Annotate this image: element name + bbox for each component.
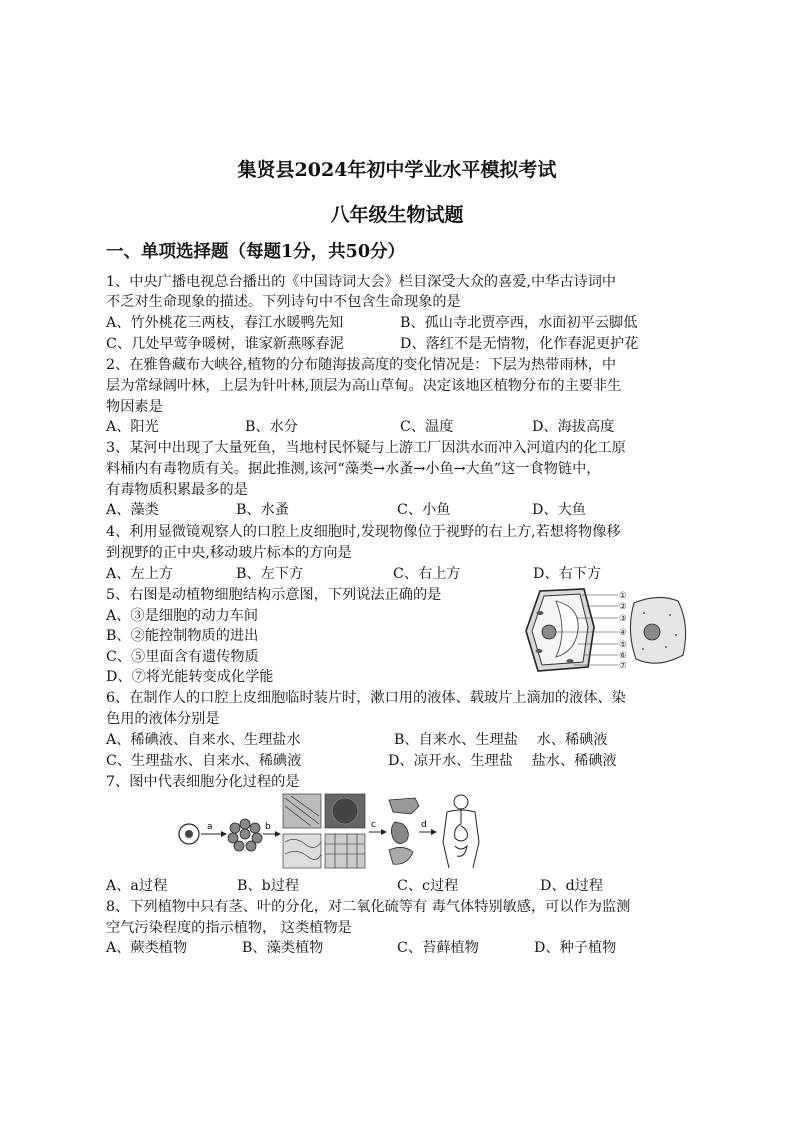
q7-option-d: D、d过程 [540, 878, 604, 894]
q1-stem-line1: 1、中央广播电视总台播出的《中国诗词大会》栏目深受大众的喜爱,中华古诗词中 [106, 274, 617, 290]
plant-cell [526, 589, 594, 671]
single-cell [179, 824, 199, 844]
q1-option-b: B、孤山寺北贾亭西，水面初平云脚低 [400, 315, 638, 331]
q1-option-a: A、竹外桃花三两枝，春江水暖鸭先知 [106, 315, 344, 331]
cell-label-1: ① [619, 591, 627, 601]
q4-stem-line1: 4、利用显微镜观察人的口腔上皮细胞时,发现物像位于视野的右上方,若想将物像移 [106, 524, 621, 540]
q2-option-a: A、阳光 [106, 419, 159, 435]
q5-option-d: D、⑦将光能转变成化学能 [106, 669, 274, 685]
q7-stem: 7、图中代表细胞分化过程的是 [106, 774, 300, 790]
q5-stem: 5、右图是动植物细胞结构示意图，下列说法正确的是 [106, 587, 442, 603]
q8-option-c: C、苔藓植物 [397, 940, 479, 956]
section-heading: 一、单项选择题（每题1分，共50分） [106, 242, 406, 262]
q6-stem-line2: 色用的液体分别是 [106, 711, 220, 727]
q2-stem-line2: 层为常绿阔叶林，上层为针叶林,顶层为高山草甸。决定该地区植物分布的主要非生 [106, 378, 622, 394]
cell-label-6: ⑥ [619, 651, 627, 661]
cell-label-7: ⑦ [619, 661, 627, 671]
q8-stem-line2: 空气污染程度的指示植物， 这类植物是 [106, 920, 352, 936]
q8-option-b: B、藻类植物 [242, 940, 324, 956]
cell-cluster [228, 819, 262, 851]
q3-stem-line2: 料桶内有毒物质有关。据此推测,该河“藻类→水蚤→小鱼→大鱼”这一食物链中， [106, 461, 601, 477]
q7-option-a: A、a过程 [106, 878, 168, 894]
q8-option-a: A、蕨类植物 [106, 940, 188, 956]
q5-option-c: C、⑤里面含有遗传物质 [106, 649, 259, 665]
cell-structure-diagram [518, 585, 693, 677]
q6-option-a: A、稀碘液、自来水、生理盐水 [106, 732, 301, 748]
q7-option-b: B、b过程 [237, 878, 300, 894]
q3-option-a: A、藻类 [106, 502, 159, 518]
process-label-d: d [421, 820, 427, 830]
q4-option-c: C、右上方 [393, 566, 461, 582]
q2-stem-line1: 2、在雅鲁藏布大峡谷,植物的分布随海拔高度的变化情况是：下层为热带雨林，中 [106, 357, 617, 373]
q2-option-c: C、温度 [400, 419, 454, 435]
cell-label-5: ⑤ [619, 640, 627, 650]
q2-option-b: B、水分 [245, 419, 298, 435]
human-body-system [443, 795, 479, 868]
q5-option-b: B、②能控制物质的进出 [106, 628, 259, 644]
q5-option-a: A、③是细胞的动力车间 [106, 608, 259, 624]
q8-option-d: D、种子植物 [534, 940, 617, 956]
q1-option-c: C、几处早莺争暖树，谁家新燕啄春泥 [106, 336, 344, 352]
q7-option-c: C、c过程 [397, 878, 459, 894]
q3-option-b: B、水蚤 [236, 502, 289, 518]
q6-stem-line1: 6、在制作人的口腔上皮细胞临时装片时，漱口用的液体、载玻片上滴加的液体、染 [106, 690, 626, 706]
cell-label-4: ④ [619, 628, 627, 638]
q4-option-d: D、右下方 [533, 566, 602, 582]
q6-option-c: C、生理盐水、自来水、稀碘液 [106, 753, 302, 769]
exam-subtitle: 八年级生物试题 [330, 204, 464, 226]
q2-stem-line3: 物因素是 [106, 399, 163, 415]
q3-stem-line1: 3、某河中出现了大量死鱼，当地村民怀疑与上游工厂因洪水而冲入河道内的化工原 [106, 440, 626, 456]
q4-stem-line2: 到视野的正中央,移动玻片标本的方向是 [106, 545, 352, 561]
q4-option-b: B、左下方 [236, 566, 304, 582]
tissue-images [283, 794, 365, 868]
q3-option-d: D、大鱼 [532, 502, 586, 518]
q3-option-c: C、小鱼 [397, 502, 451, 518]
exam-title: 集贤县2024年初中学业水平模拟考试 [237, 159, 557, 181]
q3-stem-line3: 有毒物质积累最多的是 [106, 482, 248, 498]
q8-stem-line1: 8、下列植物中只有茎、叶的分化，对二氧化硫等有 毒气体特别敏感，可以作为监测 [106, 899, 631, 915]
cell-differentiation-figure [175, 792, 495, 870]
q2-option-d: D、海拔高度 [532, 419, 615, 435]
process-label-c: c [371, 820, 376, 830]
q6-option-b: B、自来水、生理盐 水、稀碘液 [394, 732, 608, 748]
process-label-a: a [207, 822, 213, 832]
cell-label-3: ③ [619, 614, 627, 624]
process-label-b: b [265, 822, 271, 832]
organ-images [389, 798, 419, 864]
q4-option-a: A、左上方 [106, 566, 173, 582]
q6-option-d: D、凉开水、生理盐 盐水、稀碘液 [388, 753, 617, 769]
q1-stem-line2: 不乏对生命现象的描述。下列诗句中不包含生命现象的是 [106, 294, 461, 310]
q1-option-d: D、落红不是无情物，化作春泥更护花 [400, 336, 639, 352]
cell-label-2: ② [619, 602, 627, 612]
animal-cell [630, 597, 685, 663]
